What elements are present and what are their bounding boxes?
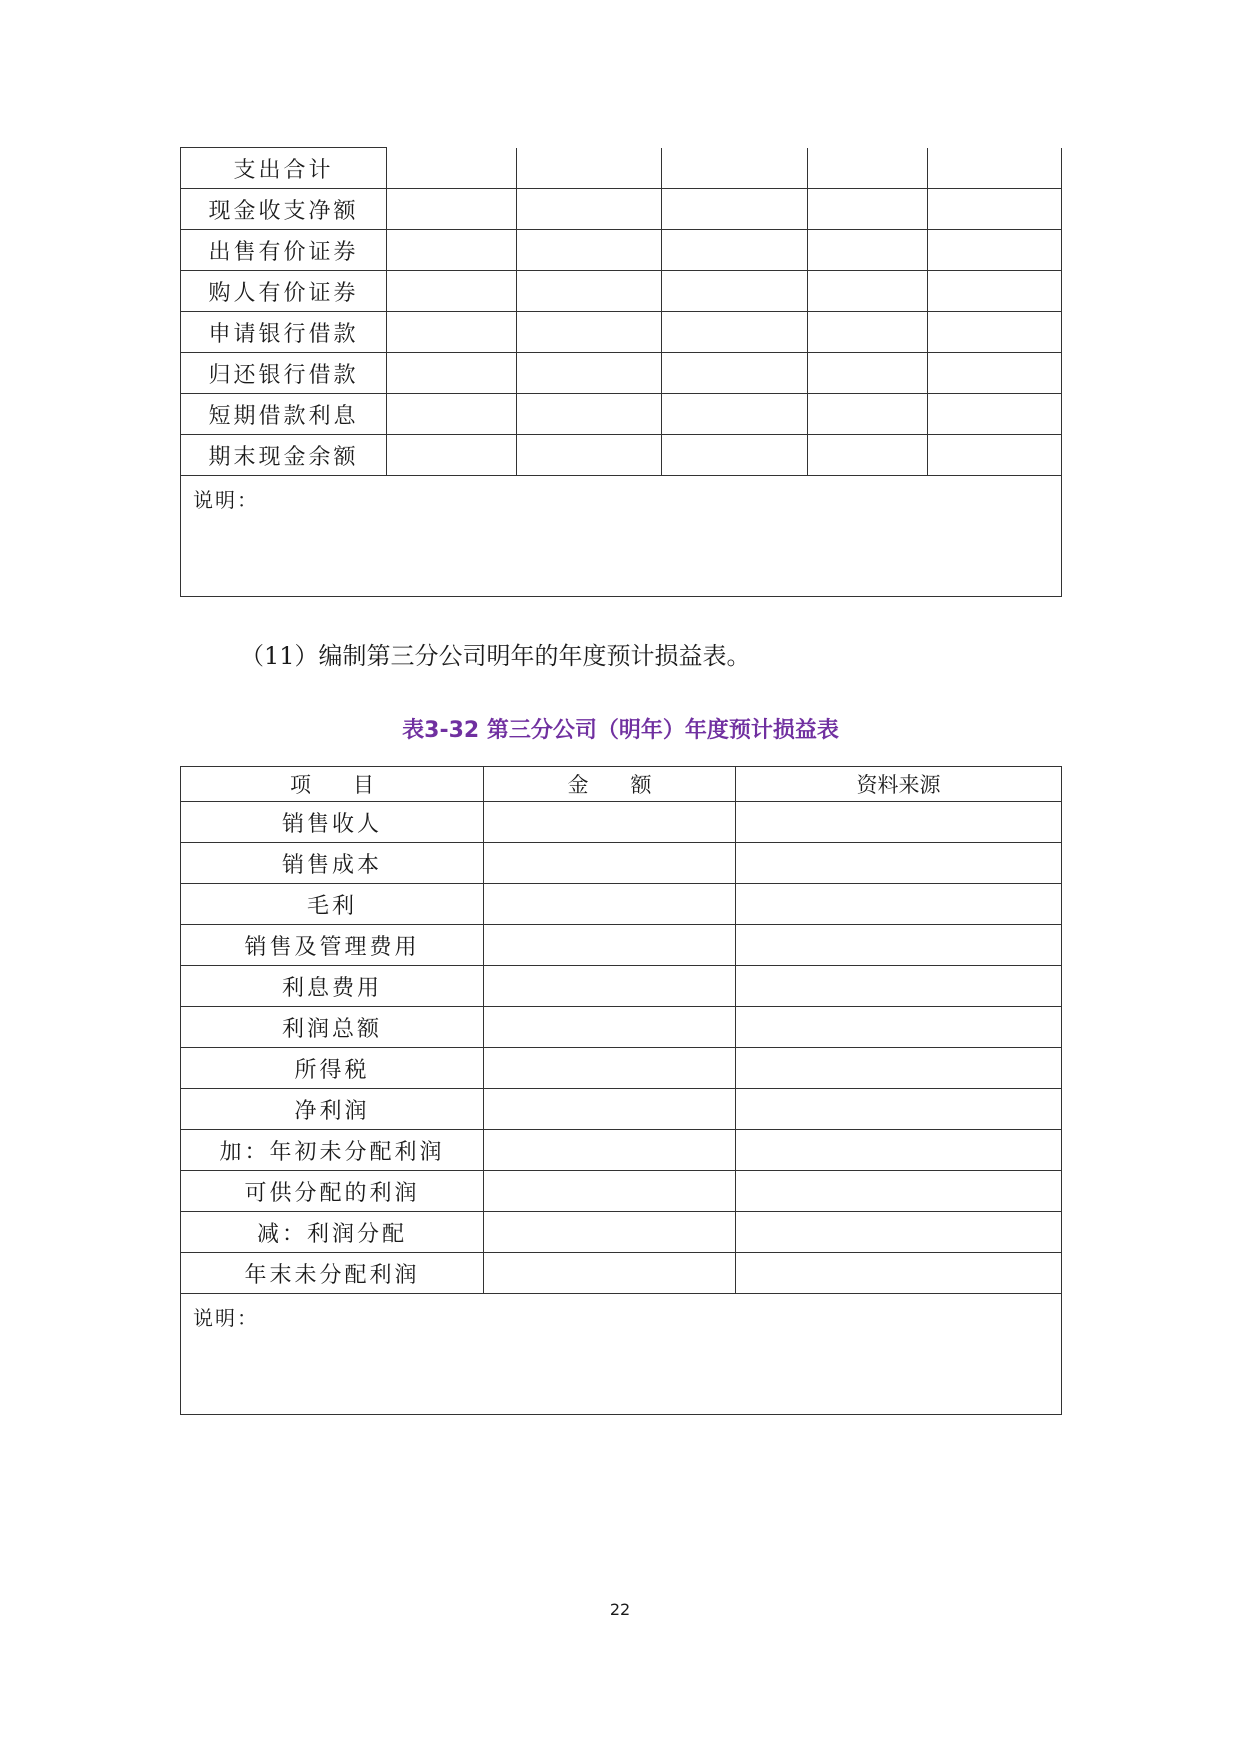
page-number: 22: [609, 1600, 631, 1619]
income-statement-table: [180, 766, 1062, 1415]
empty-cell[interactable]: [387, 435, 517, 476]
row-label: 销售收人: [181, 802, 484, 843]
empty-cell[interactable]: [736, 1048, 1062, 1089]
empty-cell[interactable]: [484, 1253, 736, 1294]
row-label: 所得税: [181, 1048, 484, 1089]
empty-cell[interactable]: [662, 271, 808, 312]
empty-cell[interactable]: [484, 1089, 736, 1130]
empty-cell[interactable]: [517, 271, 662, 312]
empty-cell[interactable]: [928, 435, 1062, 476]
empty-cell[interactable]: [484, 1212, 736, 1253]
row-label: 购人有价证券: [181, 271, 387, 312]
empty-cell[interactable]: [387, 353, 517, 394]
table-row: [181, 884, 1062, 925]
empty-cell[interactable]: [387, 230, 517, 271]
empty-cell[interactable]: [928, 189, 1062, 230]
cash-budget-rows: [181, 148, 1062, 597]
empty-cell[interactable]: [808, 353, 928, 394]
row-label: 销售成本: [181, 843, 484, 884]
table-header-row: [181, 767, 1062, 802]
empty-cell[interactable]: [387, 312, 517, 353]
empty-cell[interactable]: [736, 884, 1062, 925]
table-row: [181, 1007, 1062, 1048]
row-label: 净利润: [181, 1089, 484, 1130]
note-label: 说明：: [181, 1294, 1062, 1415]
empty-cell[interactable]: [662, 189, 808, 230]
cash-budget-table-continuation: [180, 147, 1062, 597]
row-label: 利息费用: [181, 966, 484, 1007]
table-row: [181, 189, 1062, 230]
row-label: 期末现金余额: [181, 435, 387, 476]
row-label: 毛利: [181, 884, 484, 925]
row-label: 利润总额: [181, 1007, 484, 1048]
empty-cell[interactable]: [662, 312, 808, 353]
empty-cell[interactable]: [387, 271, 517, 312]
empty-cell[interactable]: [808, 271, 928, 312]
empty-cell[interactable]: [517, 353, 662, 394]
empty-cell[interactable]: [736, 1130, 1062, 1171]
empty-cell[interactable]: [928, 271, 1062, 312]
empty-cell[interactable]: [808, 312, 928, 353]
empty-cell[interactable]: [662, 394, 808, 435]
empty-cell[interactable]: [662, 435, 808, 476]
empty-cell[interactable]: [736, 802, 1062, 843]
empty-cell[interactable]: [928, 148, 1062, 189]
instruction-paragraph: （11）编制第三分公司明年的年度预计损益表。: [240, 642, 751, 670]
empty-cell[interactable]: [808, 148, 928, 189]
table-row: [181, 230, 1062, 271]
empty-cell[interactable]: [736, 843, 1062, 884]
empty-cell[interactable]: [662, 230, 808, 271]
table-row: [181, 925, 1062, 966]
row-label: 销售及管理费用: [181, 925, 484, 966]
row-label: 归还银行借款: [181, 353, 387, 394]
row-label: 可供分配的利润: [181, 1171, 484, 1212]
table-row: [181, 1089, 1062, 1130]
row-label: 出售有价证券: [181, 230, 387, 271]
row-label: 支出合计: [181, 148, 387, 189]
empty-cell[interactable]: [517, 230, 662, 271]
note-row: [181, 476, 1062, 597]
empty-cell[interactable]: [808, 230, 928, 271]
header-amount: 金 额: [484, 767, 736, 802]
row-label: 现金收支净额: [181, 189, 387, 230]
empty-cell[interactable]: [662, 353, 808, 394]
empty-cell[interactable]: [517, 394, 662, 435]
note-label: 说明：: [181, 476, 1062, 597]
empty-cell[interactable]: [928, 230, 1062, 271]
table-row: [181, 1130, 1062, 1171]
empty-cell[interactable]: [736, 1253, 1062, 1294]
empty-cell[interactable]: [517, 312, 662, 353]
table-row: [181, 271, 1062, 312]
empty-cell[interactable]: [387, 148, 517, 189]
empty-cell[interactable]: [736, 925, 1062, 966]
table-row: [181, 394, 1062, 435]
table-caption: 表3-32 第三分公司（明年）年度预计损益表: [402, 718, 839, 743]
empty-cell[interactable]: [808, 435, 928, 476]
empty-cell[interactable]: [928, 353, 1062, 394]
table-row: [181, 148, 1062, 189]
row-label: 减：利润分配: [181, 1212, 484, 1253]
empty-cell[interactable]: [928, 394, 1062, 435]
empty-cell[interactable]: [517, 148, 662, 189]
table-row: [181, 1171, 1062, 1212]
empty-cell[interactable]: [808, 189, 928, 230]
note-row: [181, 1294, 1062, 1415]
empty-cell[interactable]: [517, 189, 662, 230]
empty-cell[interactable]: [736, 966, 1062, 1007]
row-label: 加：年初未分配利润: [181, 1130, 484, 1171]
empty-cell[interactable]: [484, 1048, 736, 1089]
empty-cell[interactable]: [517, 435, 662, 476]
table-row: [181, 843, 1062, 884]
table-row: [181, 1212, 1062, 1253]
table-row: [181, 353, 1062, 394]
header-item: 项 目: [181, 767, 484, 802]
row-label: 年末未分配利润: [181, 1253, 484, 1294]
empty-cell[interactable]: [484, 802, 736, 843]
empty-cell[interactable]: [387, 394, 517, 435]
empty-cell[interactable]: [736, 1089, 1062, 1130]
empty-cell[interactable]: [484, 1007, 736, 1048]
table-row: [181, 1253, 1062, 1294]
empty-cell[interactable]: [662, 148, 808, 189]
empty-cell[interactable]: [736, 1212, 1062, 1253]
empty-cell[interactable]: [736, 1007, 1062, 1048]
empty-cell[interactable]: [484, 925, 736, 966]
table-row: [181, 966, 1062, 1007]
header-source: 资料来源: [736, 767, 1062, 802]
empty-cell[interactable]: [484, 966, 736, 1007]
table-row: [181, 802, 1062, 843]
table-row: [181, 435, 1062, 476]
empty-cell[interactable]: [484, 843, 736, 884]
table-row: [181, 1048, 1062, 1089]
empty-cell[interactable]: [736, 1171, 1062, 1212]
empty-cell[interactable]: [928, 312, 1062, 353]
row-label: 申请银行借款: [181, 312, 387, 353]
empty-cell[interactable]: [484, 884, 736, 925]
row-label: 短期借款利息: [181, 394, 387, 435]
empty-cell[interactable]: [484, 1171, 736, 1212]
empty-cell[interactable]: [387, 189, 517, 230]
income-statement-rows: [181, 802, 1062, 1415]
empty-cell[interactable]: [484, 1130, 736, 1171]
table-row: [181, 312, 1062, 353]
empty-cell[interactable]: [808, 394, 928, 435]
